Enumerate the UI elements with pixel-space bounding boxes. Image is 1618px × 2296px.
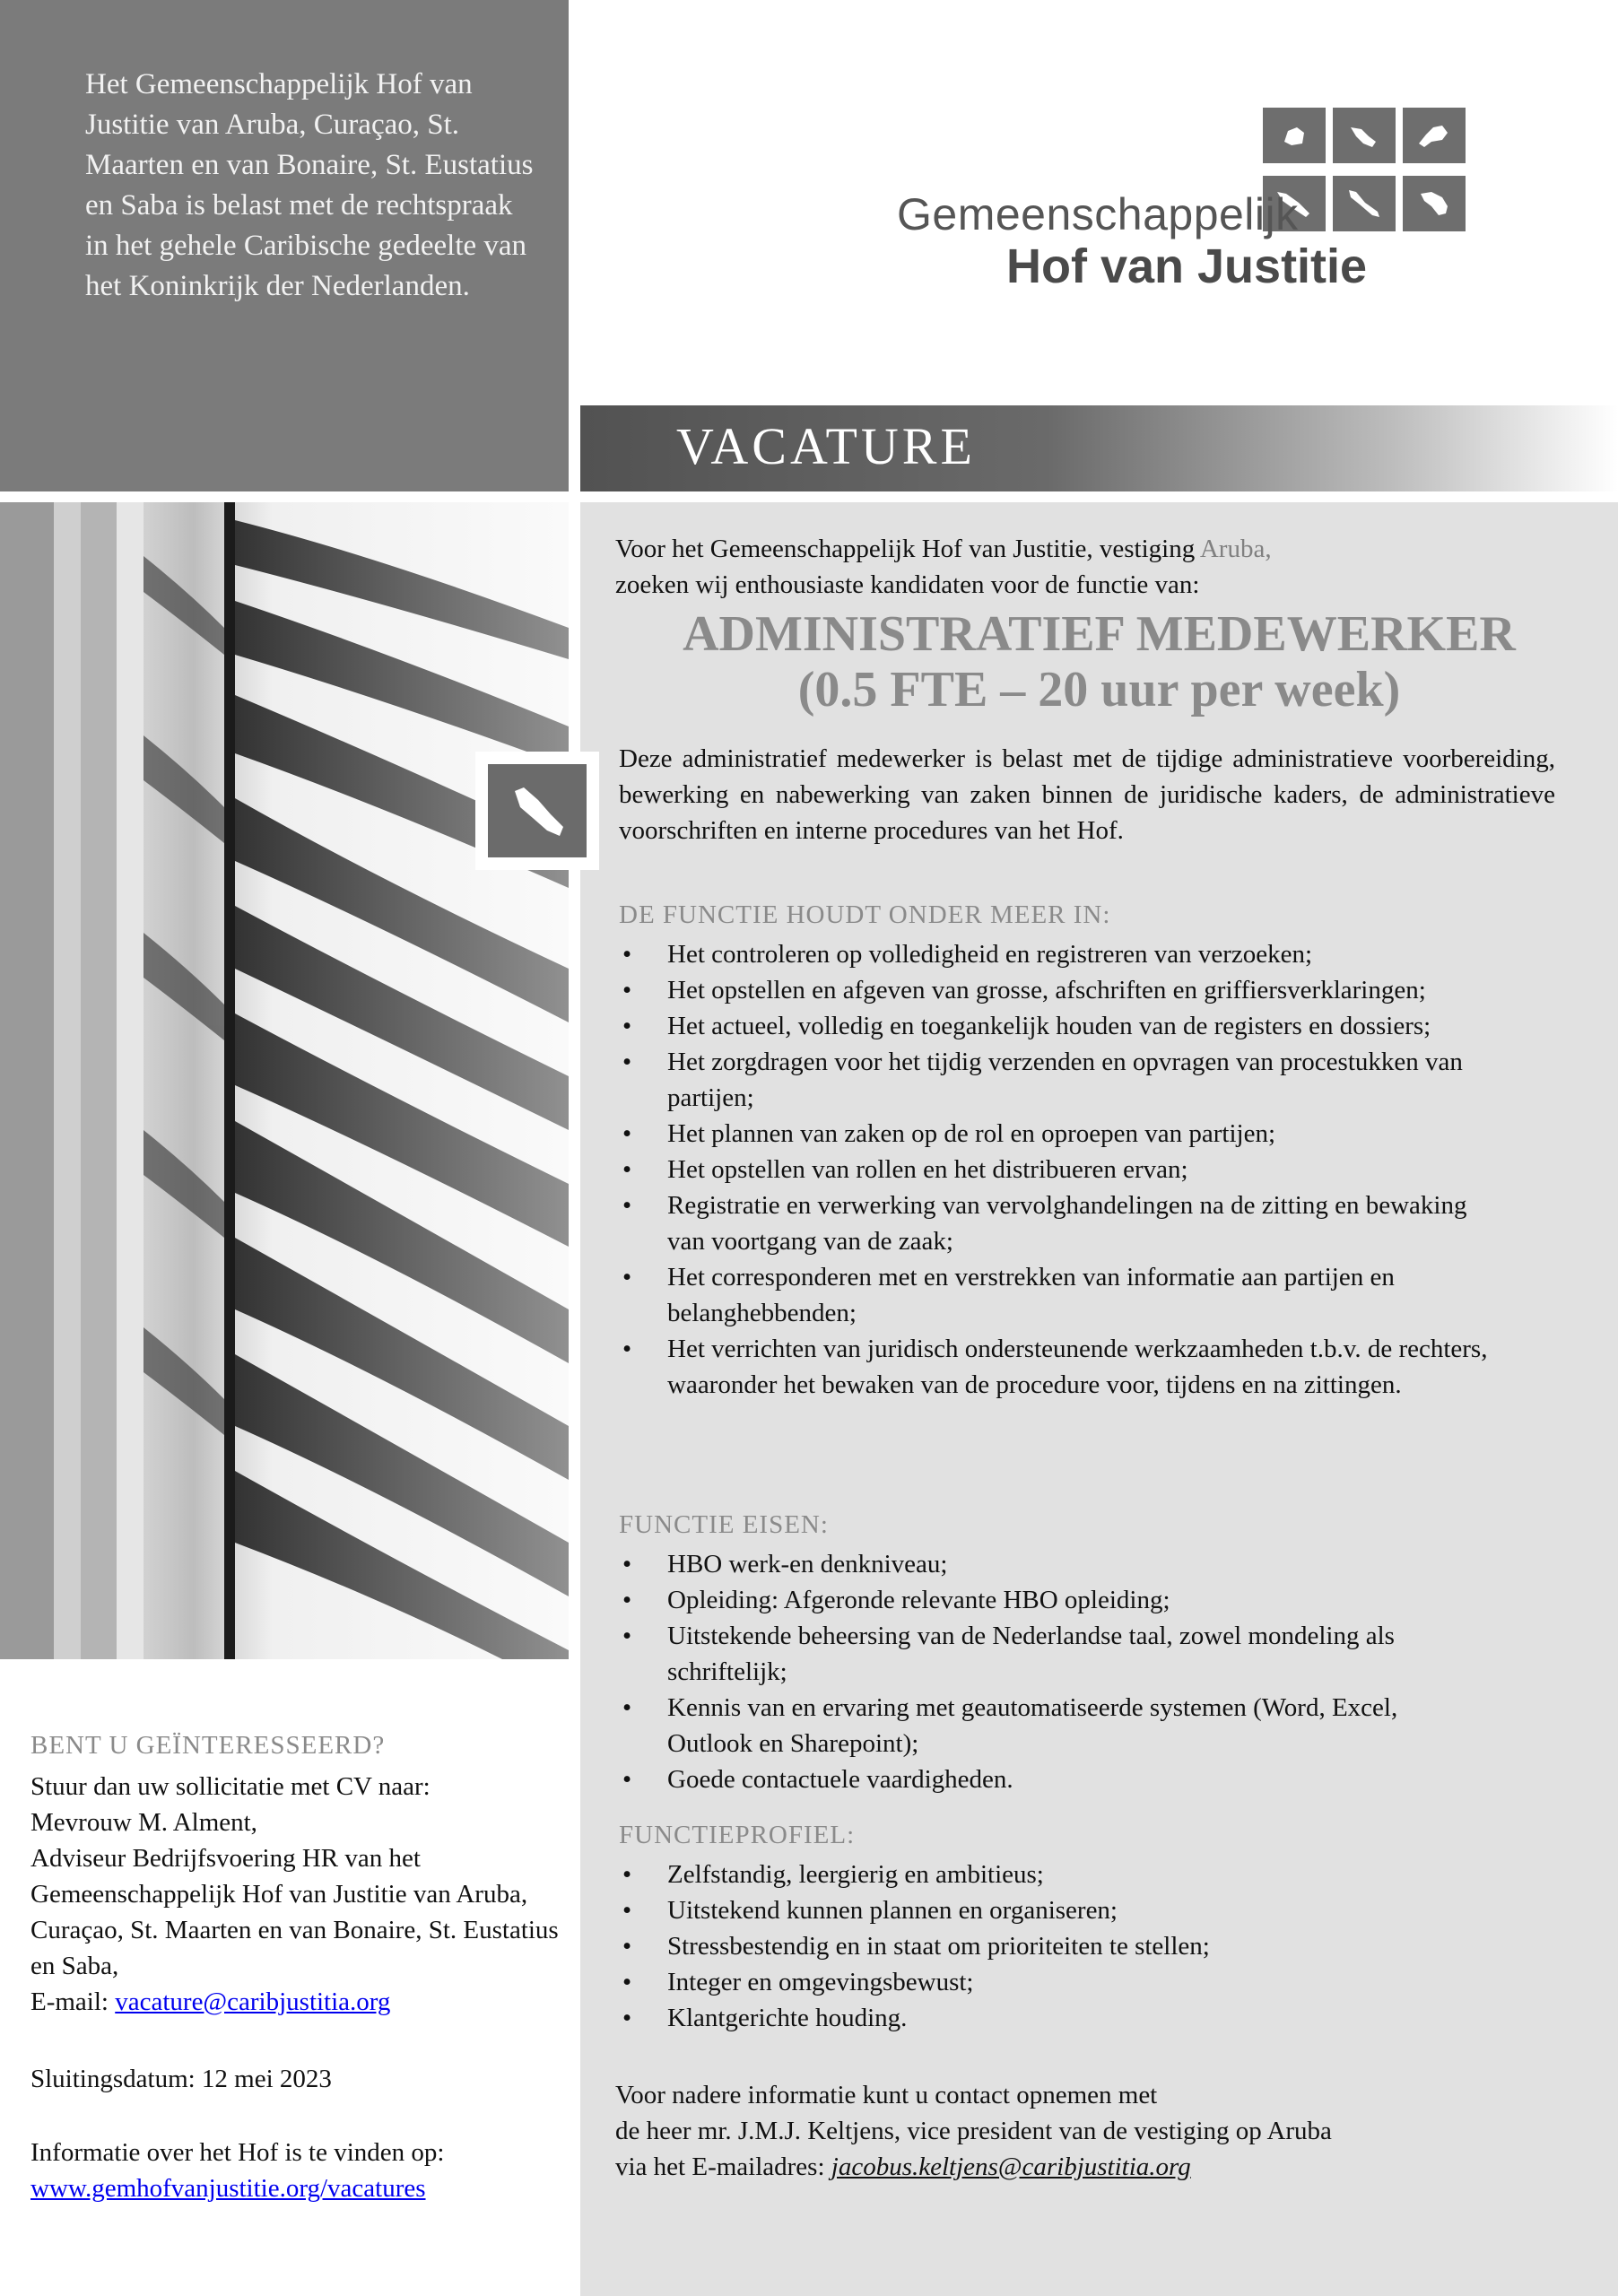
list-item: • Kennis van en ervaring met geautomatiseerde systemen (Word, Excel, Outlook en Sharepoint);: [619, 1690, 1474, 1761]
tasks-list: [619, 936, 1588, 1403]
list-item: • Het opstellen van rollen en het distribueren ervan;: [619, 1152, 1609, 1187]
contact-line2: Mevrouw M. Alment,: [30, 1808, 257, 1837]
tasks-heading: DE FUNCTIE HOUDT ONDER MEER IN:: [619, 900, 1111, 929]
contact-email-prefix: E-mail:: [30, 1987, 116, 2016]
footer-line3-prefix: via het E-mailadres:: [615, 2152, 831, 2181]
application-email-link[interactable]: vacature@caribjustitia.org: [115, 1987, 391, 2016]
intro-text: Het Gemeenschappelijk Hof van Justitie van Aruba, Curaçao, St. Maarten en van Bonaire, St. Eustatius en Saba is belast met de rechtspraak in het gehele Caribische gedeelte van het Koninkrijk der Nederlanden.: [85, 68, 534, 302]
list-item: • Uitstekend kunnen plannen en organiseren;: [619, 1892, 1609, 1928]
job-title: ADMINISTRATIEF MEDEWERKER: [683, 606, 1516, 662]
vacature-label: VACATURE: [676, 417, 976, 475]
decorative-photo: [0, 502, 569, 1659]
vacancy-location: Aruba,: [1199, 535, 1272, 563]
footer-info: [615, 2077, 1602, 2185]
vacancy-intro: [615, 531, 1557, 603]
list-item: • Zelfstandig, leergierig en ambitieus;: [619, 1857, 1609, 1892]
list-item: • Het opstellen en afgeven van grosse, afschriften en griffiersverklaringen;: [619, 972, 1439, 1008]
island-icon: [1333, 108, 1396, 163]
logo-text-line2: Hof van Justitie: [1006, 239, 1368, 293]
contact-line1: Stuur dan uw sollicitatie met CV naar:: [30, 1772, 431, 1801]
profile-list: [619, 1857, 1588, 2036]
website-info: [30, 2135, 569, 2206]
list-item: • Het plannen van zaken op de rol en oproepen van partijen;: [619, 1116, 1609, 1152]
contact-line3: Adviseur Bedrijfsvoering HR van het Gemeenschappelijk Hof van Justitie van Aruba, Curaçao, St. Maarten en van Bonaire, St. Eustatius en Saba,: [30, 1844, 559, 1980]
list-item: • Goede contactuele vaardigheden.: [619, 1761, 1609, 1797]
island-icon: [1403, 176, 1466, 231]
aruba-island-icon: [488, 764, 587, 857]
contact-email-link[interactable]: jacobus.keltjens@caribjustitia.org: [831, 2152, 1191, 2181]
vacancy-intro-part2: zoeken wij enthousiaste kandidaten voor de functie van:: [615, 570, 1200, 599]
contact-body: [30, 1769, 560, 2020]
contact-heading: BENT U GEÏNTERESSEERD?: [30, 1731, 386, 1760]
footer-line1: Voor nadere informatie kunt u contact opnemen met: [615, 2081, 1158, 2109]
footer-line2: de heer mr. J.M.J. Keltjens, vice president van de vestiging op Aruba: [615, 2117, 1332, 2145]
list-item: • Het actueel, volledig en toegankelijk houden van de registers en dossiers;: [619, 1008, 1501, 1044]
list-item: • Klantgerichte houding.: [619, 2000, 1609, 2036]
website-prefix: Informatie over het Hof is te vinden op:: [30, 2138, 445, 2167]
island-icon: [1403, 108, 1466, 163]
list-item: • Het verrichten van juridisch ondersteunende werkzaamheden t.b.v. de rechters, waaronder het bewaken van de procedure voor, tijdens en na zittingen.: [619, 1331, 1564, 1403]
list-item: • Uitstekende beheersing van de Nederlandse taal, zowel mondeling als schriftelijk;: [619, 1618, 1474, 1690]
list-item: • Registratie en verwerking van vervolghandelingen na de zitting en bewaking van voortgang van de zaak;: [619, 1187, 1492, 1259]
list-item: • Stressbestendig en in staat om prioriteiten te stellen;: [619, 1928, 1609, 1964]
island-icon: [1333, 176, 1396, 231]
profile-heading: FUNCTIEPROFIEL:: [619, 1821, 856, 1849]
contact-email-row: [30, 1984, 560, 2020]
requirements-list: [619, 1546, 1588, 1797]
job-description: Deze administratief medewerker is belast met de tijdige administratieve voorbereiding, bewerking en nabewerking van zaken binnen de juridische kaders, de administratieve voorschriften en interne procedures van het Hof.: [619, 744, 1555, 845]
logo-text-line1: Gemeenschappelijk: [897, 189, 1299, 239]
list-item: • Het zorgdragen voor het tijdig verzenden en opvragen van procestukken van partijen;: [619, 1044, 1474, 1116]
requirements-heading: FUNCTIE EISEN:: [619, 1510, 829, 1539]
logo-islands: [1256, 100, 1552, 235]
list-item: • Integer en omgevingsbewust;: [619, 1964, 1609, 2000]
closing-date: Sluitingsdatum: 12 mei 2023: [30, 2065, 332, 2093]
list-item: • HBO werk-en denkniveau;: [619, 1546, 1609, 1582]
list-item: • Het corresponderen met en verstrekken van informatie aan partijen en belanghebbenden;: [619, 1259, 1501, 1331]
job-subtitle: (0.5 FTE – 20 uur per week): [797, 662, 1401, 718]
website-link[interactable]: www.gemhofvanjustitie.org/vacatures: [30, 2174, 426, 2203]
list-item: • Het controleren op volledigheid en registreren van verzoeken;: [619, 936, 1609, 972]
list-item: • Opleiding: Afgeronde relevante HBO opleiding;: [619, 1582, 1609, 1618]
island-icon: [1263, 108, 1326, 163]
vacancy-intro-part1: Voor het Gemeenschappelijk Hof van Justitie, vestiging: [615, 535, 1200, 563]
